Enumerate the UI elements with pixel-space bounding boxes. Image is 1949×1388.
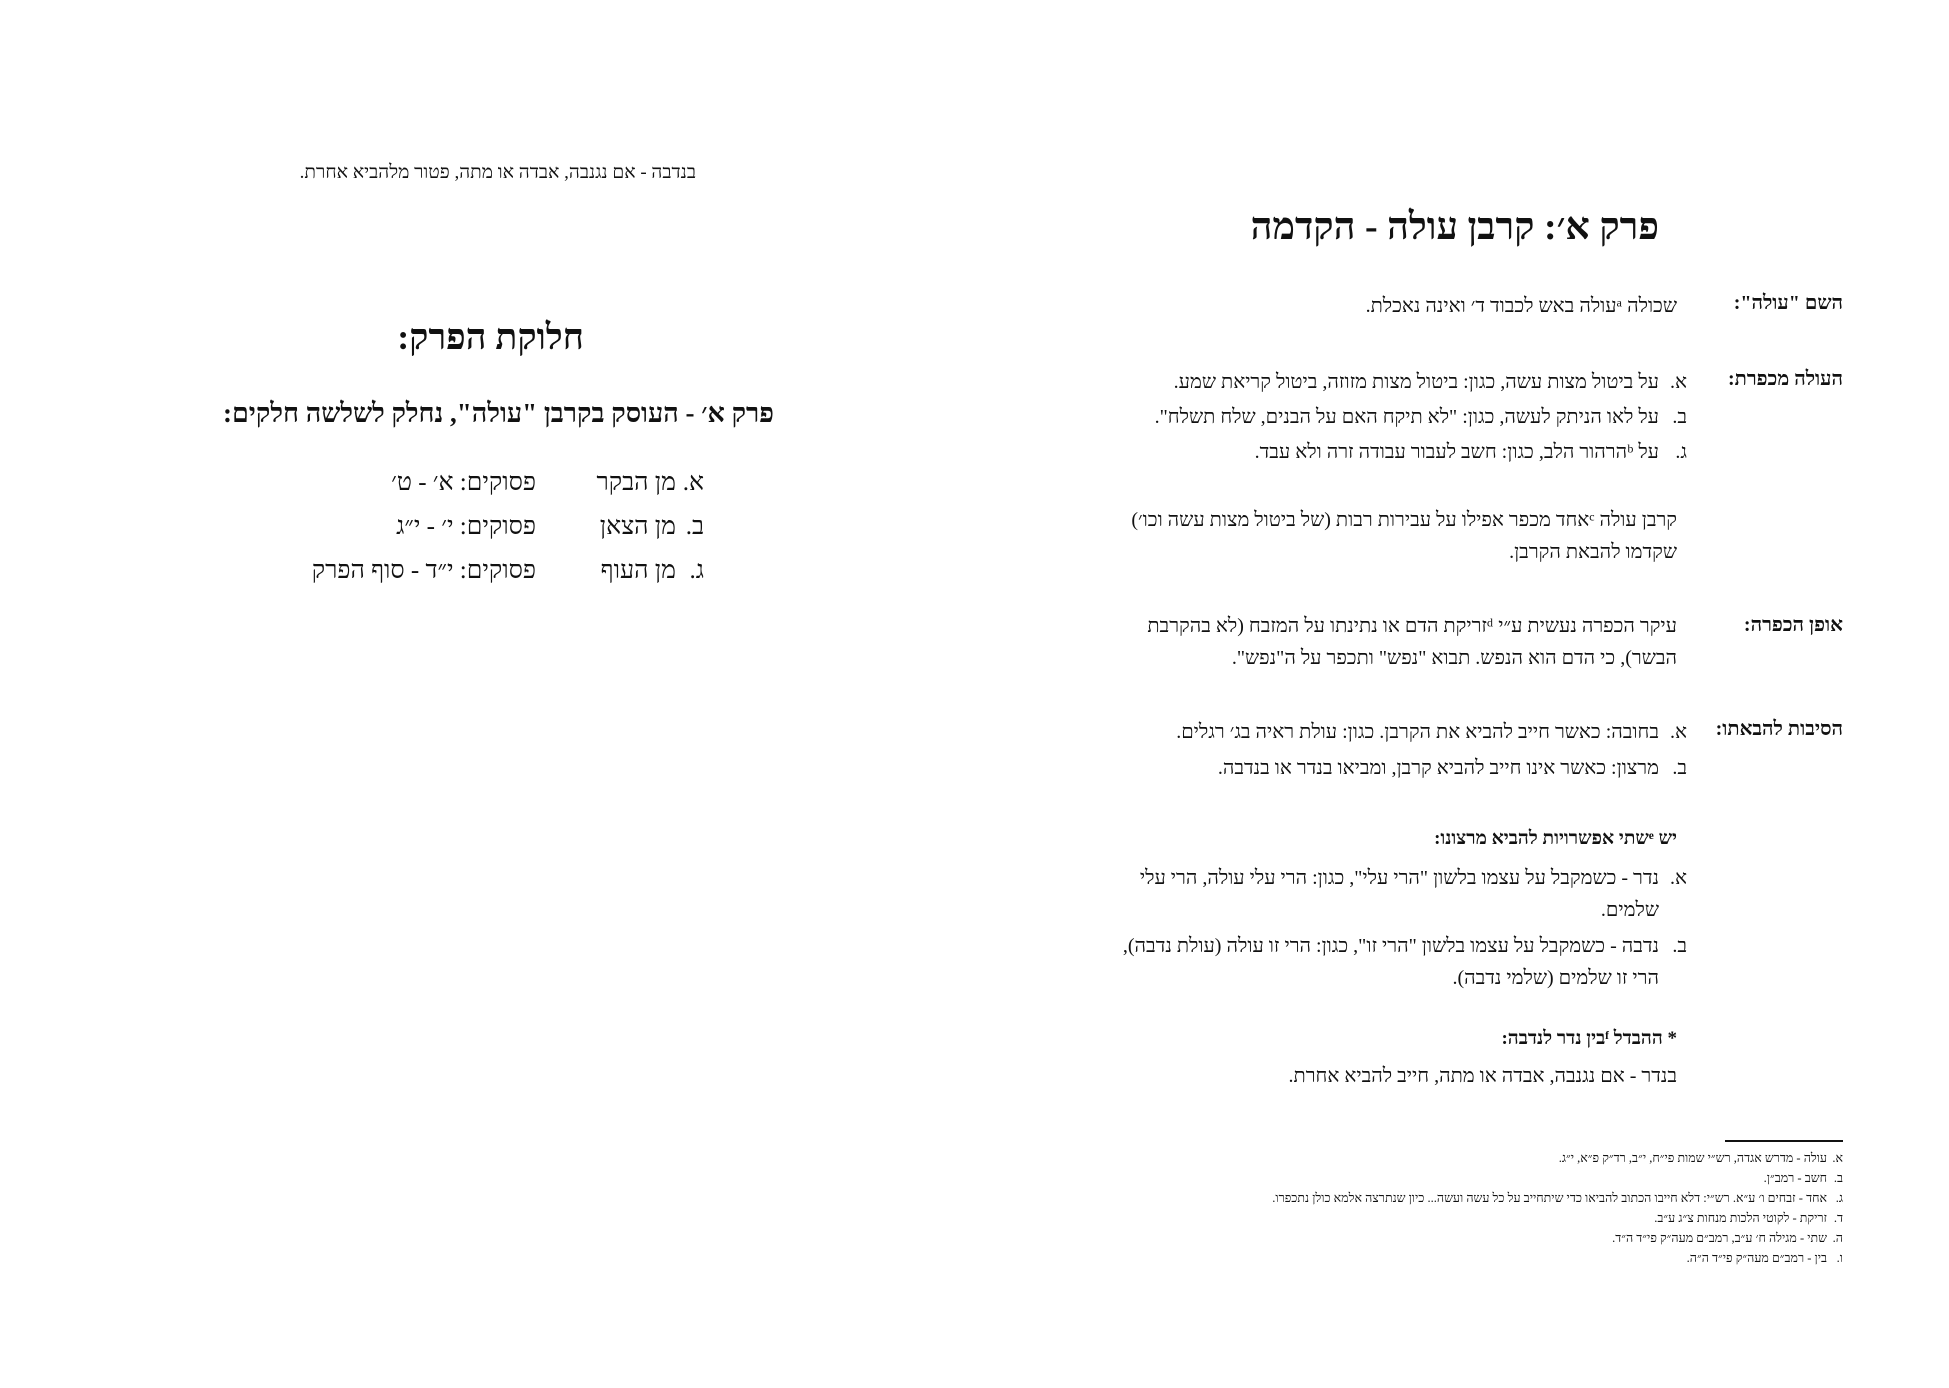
footnote-text: עולה - מדרש אגדה, רש״י שמות פי״ח, י״ב, רד״ק פ״א, י״ג. (1558, 1151, 1827, 1165)
footnote-text: חשב - רמב״ן. (1763, 1171, 1827, 1185)
part-verses: פסוקים: י׳ - י״ג (396, 513, 536, 540)
part-letter: ב. (685, 513, 704, 540)
footnote (1272, 1188, 1843, 1208)
footnote (1272, 1168, 1843, 1188)
options-item (1102, 862, 1687, 926)
reasons-section-label: הסיבות להבאתו: (1715, 718, 1843, 740)
item-letter: ב. (1672, 935, 1687, 957)
part-name: מן הבקר (596, 469, 676, 496)
chapter-title: פרק א׳: קרבן עולה - הקדמה (1250, 206, 1659, 248)
part-letter: ג. (689, 557, 704, 584)
item-text: על לאו הניתק לעשה, כגון: "לא תיקח האם על הבנים, שלח תשלח". (1154, 406, 1659, 428)
item-text: על ביטול מצות עשה, כגון: ביטול מצות מזוזה, ביטול קריאת שמע. (1173, 371, 1659, 393)
item-text: מרצון: כאשר אינו חייב להביא קרבן, ומביאו בנדר או בנדבה. (1217, 757, 1659, 779)
footnotes-list (1272, 1148, 1843, 1268)
difference-text: בנדר - אם נגנבה, אבדה או מתה, חייב להביא אחרת. (1288, 1065, 1677, 1087)
item-text: בחובה: כאשר חייב להביא את הקרבן. כגון: עולת ראיה בג׳ רגלים. (1176, 721, 1659, 743)
part-row (312, 512, 704, 556)
part-verses: פסוקים: י״ד - סוף הפרק (311, 557, 536, 584)
options-heading: יש ᵉשתי אפשרויות להביא מרצונו: (1434, 828, 1677, 849)
footnote-divider (1725, 1140, 1843, 1142)
footnote-letter: ג. (1835, 1191, 1843, 1205)
footnote (1272, 1228, 1843, 1248)
continued-note: בנדבה - אם נגנבה, אבדה או מתה, פטור מלהביא אחרת. (299, 162, 696, 183)
item-letter: ג. (1675, 441, 1687, 463)
item-letter: ב. (1672, 757, 1687, 779)
item-letter: א. (1669, 867, 1687, 889)
item-letter: א. (1669, 721, 1687, 743)
footnote-letter: א. (1832, 1151, 1843, 1165)
name-section-label: השם "עולה": (1733, 292, 1843, 314)
section-subtitle: פרק א׳ - העוסק בקרבן "עולה", נחלק לשלשה חלקים: (222, 398, 774, 428)
name-section-text: שכולה ᵃעולה באש לכבוד ד׳ ואינה נאכלת. (1365, 295, 1677, 317)
footnote-text: אחד - זבחים ו׳ ע״א. רש״י: דלא חייבו הכתוב להביאו כדי שיתחייב על כל עשה ועשה... כיון שנתרצה אלמא כולן נתכפרו. (1272, 1191, 1827, 1205)
options-item (1102, 930, 1687, 994)
footnote-text: זריקת - לקוטי הלכות מנחות צ״ג ע״ב. (1654, 1211, 1827, 1225)
footnote-letter: ב. (1833, 1171, 1843, 1185)
reasons-item (1102, 716, 1687, 748)
atonement-item (1102, 401, 1687, 433)
item-text: על ᵇהרהור הלב, כגון: חשב לעבור עבודה זרה ולא עבד. (1254, 441, 1659, 463)
part-name: מן הצאן (599, 513, 676, 540)
part-name: מן העוף (600, 557, 676, 584)
atonement-item (1102, 436, 1687, 468)
footnote (1272, 1208, 1843, 1228)
atonement-note: קרבן עולה ᶜאחד מכפר אפילו על עבירות רבות (של ביטול מצות עשה וכו׳) שקדמו להבאת הקרבן. (1131, 509, 1677, 563)
footnote (1272, 1148, 1843, 1168)
parts-list (312, 468, 704, 600)
part-row (312, 556, 704, 600)
item-letter: א. (1669, 371, 1687, 393)
part-row (312, 468, 704, 512)
part-letter: א. (682, 469, 704, 496)
difference-heading: * ההבדל ᶠבין נדר לנדבה: (1501, 1028, 1677, 1049)
manner-section-text: עיקר הכפרה נעשית ע״י ᵈזריקת הדם או נתינתו על המזבח (לא בהקרבת הבשר), כי הדם הוא הנפש. תבוא "נפש" ותכפר על ה"נפש". (1147, 615, 1677, 669)
atonement-section-label: העולה מכפרת: (1728, 368, 1843, 390)
reasons-item (1102, 752, 1687, 784)
manner-section-label: אופן הכפרה: (1743, 614, 1843, 636)
footnote-text: שתי - מגילה ח׳ ע״ב, רמב״ם מעה״ק פי״ד ה״ד. (1612, 1231, 1827, 1245)
right-page (974, 0, 1949, 1388)
item-letter: ב. (1672, 406, 1687, 428)
footnote-letter: ד. (1833, 1211, 1843, 1225)
item-text: נדבה - כשמקבל על עצמו בלשון "הרי זו", כגון: הרי זו עולה (עולת נדבה), הרי זו שלמים (שלמי נדבה). (1122, 935, 1659, 989)
footnote-letter: ה. (1832, 1231, 1843, 1245)
section-title: חלוקת הפרק: (397, 317, 584, 357)
item-text: נדר - כשמקבל על עצמו בלשון "הרי עלי", כגון: הרי עלי עולה, הרי עלי שלמים. (1139, 867, 1659, 921)
left-page (0, 0, 974, 1388)
footnote (1272, 1248, 1843, 1268)
footnote-letter: ו. (1836, 1251, 1843, 1265)
atonement-item (1102, 366, 1687, 398)
part-verses: פסוקים: א׳ - ט׳ (391, 469, 536, 496)
footnote-text: בין - רמב״ם מעה״ק פי״ד ה״ה. (1686, 1251, 1827, 1265)
